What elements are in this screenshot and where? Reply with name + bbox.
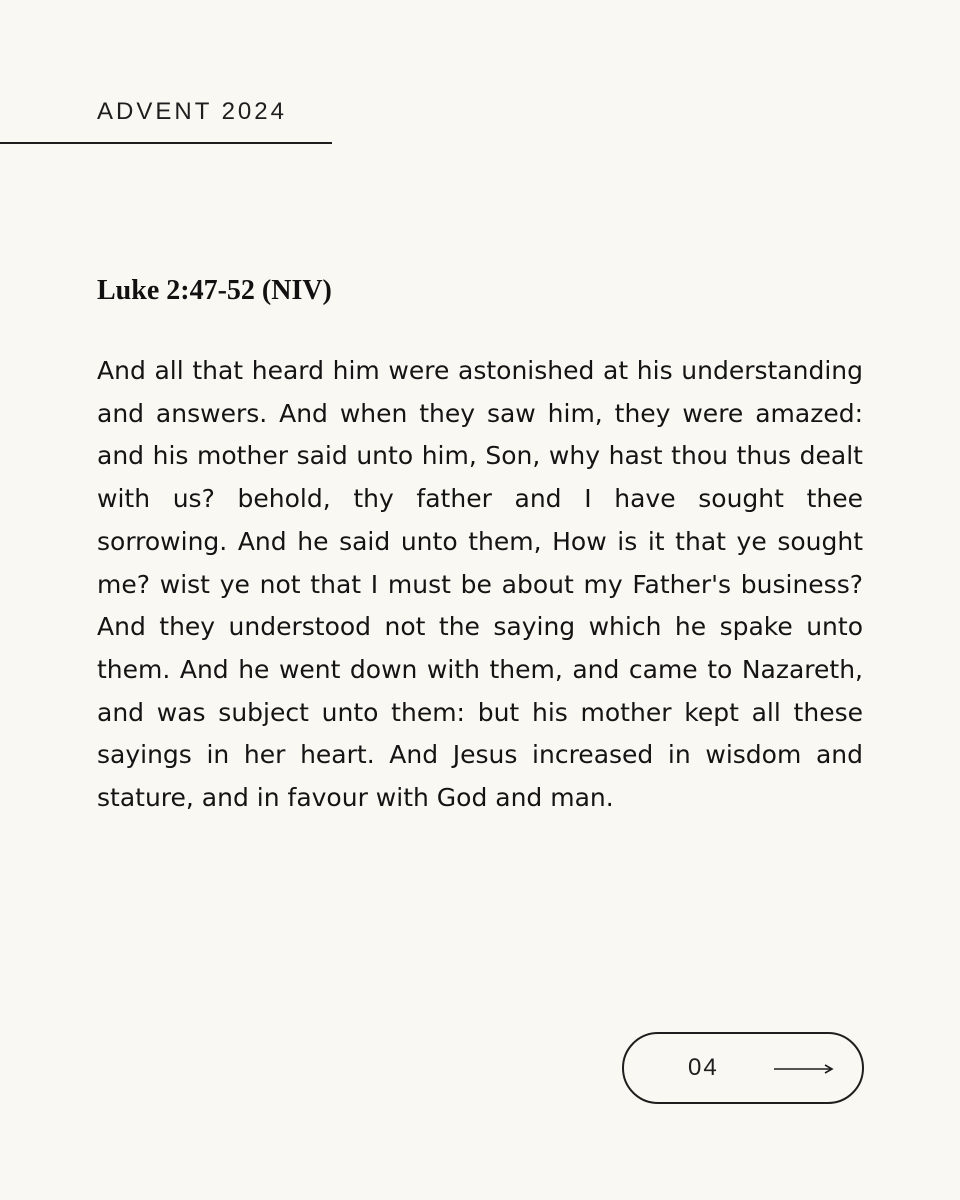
scripture-passage: And all that heard him were astonished at his understanding and answers. And when they saw him, they were amazed: and his mother said unto him, Son, why hast thou thus dealt with us? behold, thy father and I have sought thee sorrowing. And he said unto them, How is it that ye sought me? wist ye not that I must be about my Father's business? And they understood not the saying which he spake unto them. And he went down with them, and came to Nazareth, and was subject unto them: but his mother kept all these sayings in her heart. And Jesus increased in wisdom and stature, and in favour with God and man. [97, 356, 863, 813]
series-label: ADVENT 2024 [97, 98, 287, 125]
arrow-right-icon [774, 1062, 834, 1076]
page-number: 04 [688, 1054, 719, 1081]
header-divider [0, 142, 332, 144]
next-page-button[interactable] [622, 1032, 864, 1104]
scripture-reference: Luke 2:47-52 (NIV) [97, 275, 332, 306]
